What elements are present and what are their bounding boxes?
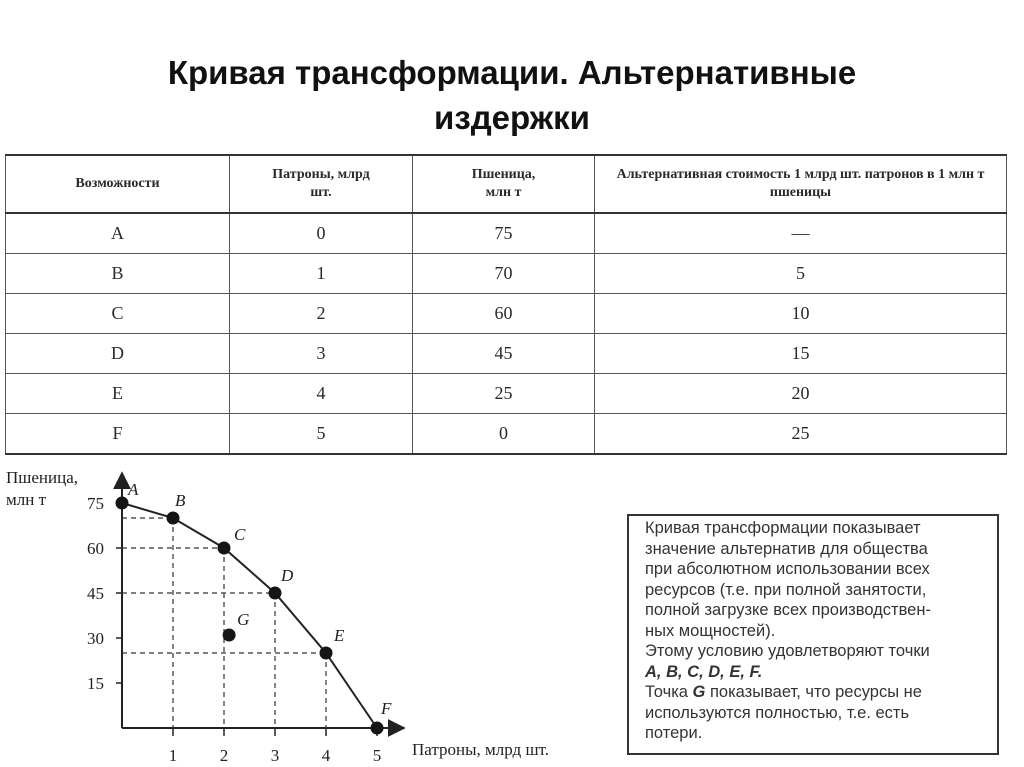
cell-option: A xyxy=(6,213,230,254)
y-tick-label: 30 xyxy=(87,629,104,648)
y-tick-label: 75 xyxy=(87,494,104,513)
cell-cost: 10 xyxy=(595,294,1007,334)
table-row xyxy=(6,374,1007,414)
cell-cartridges: 4 xyxy=(230,374,413,414)
cell-wheat: 45 xyxy=(413,334,595,374)
page-title xyxy=(0,50,1024,140)
cell-cost: 5 xyxy=(595,254,1007,294)
table-row xyxy=(6,213,1007,254)
cell-wheat: 70 xyxy=(413,254,595,294)
y-axis-label-line-2: млн т xyxy=(6,490,47,509)
x-tick-label: 4 xyxy=(321,746,331,765)
data-point xyxy=(116,497,129,510)
point-label: D xyxy=(281,566,294,585)
note-line: ресурсов (т.е. при полной занятости, xyxy=(645,580,927,599)
cell-cartridges: 5 xyxy=(230,414,413,455)
point-label: B xyxy=(175,491,186,510)
table-row xyxy=(6,334,1007,374)
table-header-row xyxy=(6,155,1007,213)
note-line: при абсолютном использовании всех xyxy=(645,560,930,578)
table-row xyxy=(6,414,1007,455)
cell-cartridges: 1 xyxy=(230,254,413,294)
title-line-1: Кривая трансформации. Альтернативные xyxy=(167,54,857,91)
cell-cartridges: 2 xyxy=(230,294,413,334)
cell-wheat: 75 xyxy=(413,213,595,254)
cell-option: E xyxy=(6,374,230,414)
explanation-box xyxy=(627,514,999,755)
data-point-g xyxy=(223,629,236,642)
cell-cost: 15 xyxy=(595,334,1007,374)
note-g-letter: G xyxy=(692,683,706,701)
table-row xyxy=(6,254,1007,294)
note-line: используются полностью, т.е. есть xyxy=(645,703,910,722)
note-points-list: A, B, C, D, E, F. xyxy=(645,662,763,681)
cell-cost: 25 xyxy=(595,414,1007,455)
note-line: полной загрузке всех производствен- xyxy=(645,601,931,619)
ppf-line xyxy=(122,503,377,728)
data-point xyxy=(320,647,333,660)
y-tick-label: 60 xyxy=(87,539,104,558)
header-cartridges: Патроны, млрд шт. xyxy=(230,155,413,213)
y-axis-label-line-1: Пшеница, xyxy=(6,468,79,487)
data-point xyxy=(218,542,231,555)
x-tick-label: 3 xyxy=(270,746,280,765)
note-g-pre: Точка xyxy=(645,683,693,701)
header-opportunity-cost: Альтернативная стоимость 1 млрд шт. патронов в 1 млн т пшеницы xyxy=(595,155,1007,213)
cell-wheat: 25 xyxy=(413,374,595,414)
cell-option: F xyxy=(6,414,230,455)
cell-cartridges: 3 xyxy=(230,334,413,374)
point-label: F xyxy=(381,699,392,718)
y-tick-label: 15 xyxy=(87,674,104,693)
x-tick-label: 5 xyxy=(372,746,382,765)
note-g-post: показывает, что ресурсы не xyxy=(705,683,922,701)
x-axis-label: Патроны, млрд шт. xyxy=(412,740,549,759)
note-line: Этому условию удовлетворяют точки xyxy=(645,642,930,660)
y-tick-label: 45 xyxy=(87,584,104,603)
note-line: Кривая трансформации показывает xyxy=(645,519,921,537)
header-options: Возможности xyxy=(6,155,230,213)
data-points xyxy=(116,480,393,735)
cell-cost: 20 xyxy=(595,374,1007,414)
note-g-line xyxy=(645,682,987,703)
ppf-curve xyxy=(122,503,377,728)
table-row xyxy=(6,294,1007,334)
note-line: потери. xyxy=(645,724,703,742)
cell-cost: — xyxy=(595,213,1007,254)
note-line: ных мощностей). xyxy=(645,621,776,640)
point-label: E xyxy=(334,626,345,645)
axes xyxy=(122,473,404,728)
cell-option: C xyxy=(6,294,230,334)
options-table xyxy=(5,154,1007,455)
title-line-2: издержки xyxy=(434,99,590,136)
cell-option: B xyxy=(6,254,230,294)
note-line: значение альтернатив для общества xyxy=(645,539,928,558)
header-wheat: Пшеница, млн т xyxy=(413,155,595,213)
data-point xyxy=(269,587,282,600)
cell-option: D xyxy=(6,334,230,374)
point-label-g: G xyxy=(237,610,250,629)
ppf-chart xyxy=(0,455,625,767)
point-label: C xyxy=(234,525,246,544)
cell-wheat: 60 xyxy=(413,294,595,334)
cell-cartridges: 0 xyxy=(230,213,413,254)
cell-wheat: 0 xyxy=(413,414,595,455)
x-tick-label: 1 xyxy=(168,746,178,765)
data-point xyxy=(167,512,180,525)
data-point xyxy=(371,722,384,735)
point-label: A xyxy=(128,480,139,499)
x-tick-label: 2 xyxy=(219,746,229,765)
